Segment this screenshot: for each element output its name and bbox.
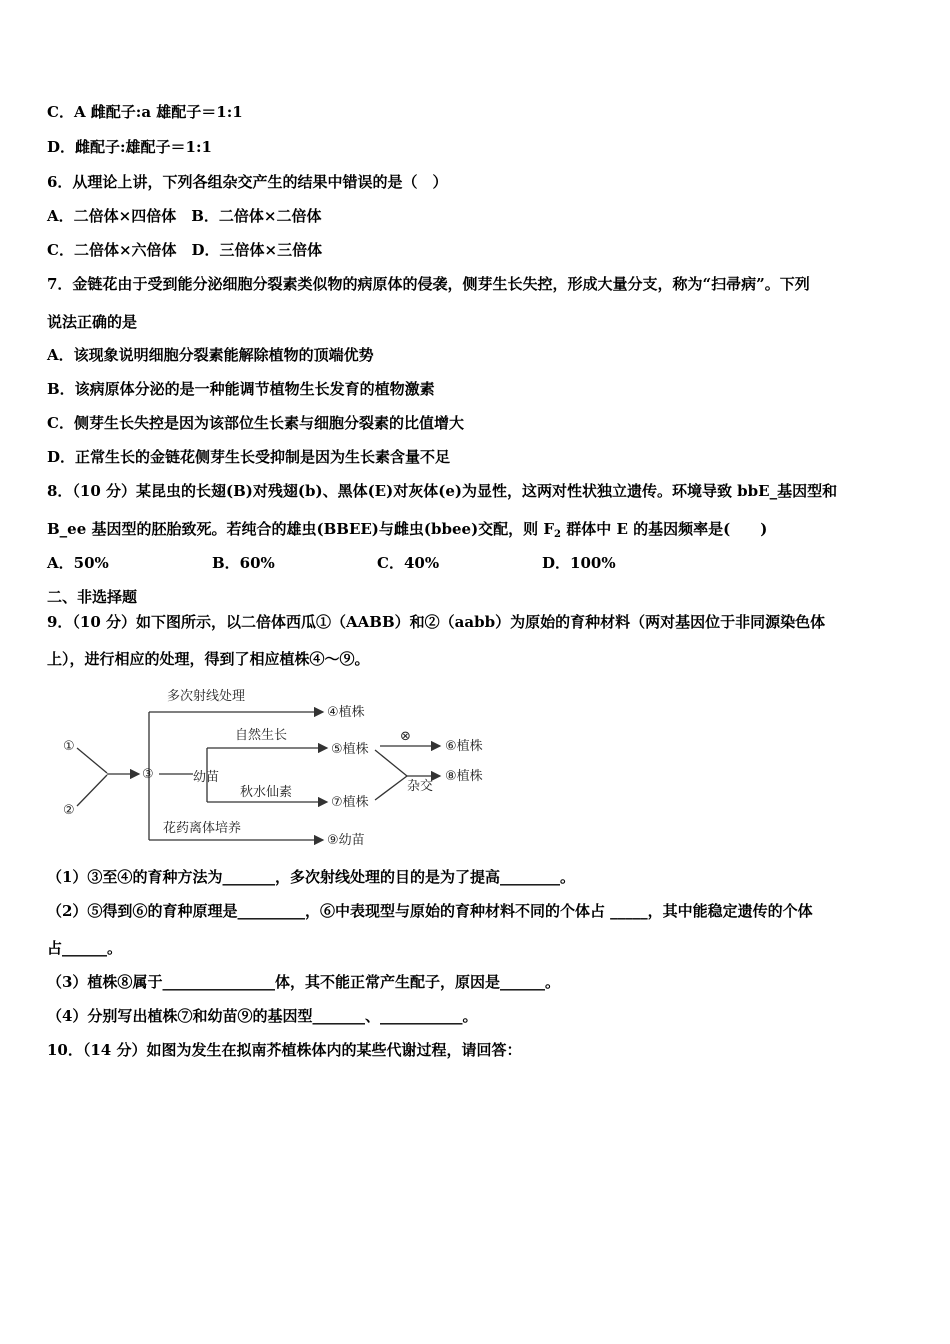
plant-7: ⑦植株	[331, 795, 369, 810]
node-2: ②	[63, 803, 75, 818]
question-10: 10．（14 分）如图为发生在拟南芥植株体内的某些代谢过程，请回答：	[47, 1041, 522, 1059]
plant-8: ⑧植株	[445, 769, 483, 784]
label-cross: 杂交	[407, 779, 434, 794]
option-c: C．A 雌配子:a 雄配子＝1:1	[47, 103, 243, 121]
q9-part-2-line2: 占______。	[47, 939, 123, 957]
q8-option-b: B．60%	[212, 554, 275, 572]
q9-part-3: （3）植株⑧属于_______________体，其不能正常产生配子，原因是______。	[47, 973, 560, 991]
option-d: D．雌配子:雄配子＝1:1	[47, 138, 212, 156]
q7-option-c: C．侧芽生长失控是因为该部位生长素与细胞分裂素的比值增大	[47, 414, 464, 432]
q6-options-cd: C．二倍体×六倍体 D．三倍体×三倍体	[47, 241, 323, 259]
plant-6: ⑥植株	[445, 739, 483, 754]
question-6: 6．从理论上讲，下列各组杂交产生的结果中错误的是（ ）	[47, 173, 448, 191]
cross-line-5	[375, 750, 407, 776]
label-anther-culture: 花药离体培养	[163, 821, 242, 836]
line-2-to-merge	[77, 775, 107, 806]
q8-option-a: A．50%	[47, 554, 109, 572]
label-colchicine: 秋水仙素	[240, 785, 293, 800]
q6-options-ab: A．二倍体×四倍体 B．二倍体×二倍体	[47, 207, 322, 225]
plant-4: ④植株	[327, 705, 365, 720]
q9-part-2-line1: （2）⑤得到⑥的育种原理是_________，⑥中表现型与原始的育种材料不同的个体占 _____，其中能稳定遗传的个体	[47, 902, 813, 920]
q9-part-4: （4）分别写出植株⑦和幼苗⑨的基因型_______、___________。	[47, 1007, 478, 1025]
plant-5: ⑤植株	[331, 742, 369, 757]
q8-subscript: 2	[554, 529, 562, 540]
label-multi-ray: 多次射线处理	[167, 689, 246, 704]
q7-option-d: D．正常生长的金链花侧芽生长受抑制是因为生长素含量不足	[47, 448, 451, 466]
breeding-diagram	[55, 682, 515, 852]
question-9-line1: 9．（10 分）如下图所示，以二倍体西瓜①（AABB）和②（aabb）为原始的育种材料（两对基因位于非同源染色体	[47, 613, 826, 631]
q8-option-c: C．40%	[377, 554, 440, 572]
seedling-9: ⑨幼苗	[327, 833, 365, 848]
q8-text-pre: B_ee 基因型的胚胎致死。若纯合的雄虫(BBEE)与雌虫(bbee)交配，则 F	[47, 520, 555, 538]
node-1: ①	[63, 739, 75, 754]
cross-line-7	[375, 776, 407, 800]
section-heading-nonchoice: 二、非选择题	[47, 588, 138, 606]
q9-part-1: （1）③至④的育种方法为_______，多次射线处理的目的是为了提高________。	[47, 868, 575, 886]
q8-option-d: D．100%	[542, 554, 616, 572]
q7-option-a: A．该现象说明细胞分裂素能解除植物的顶端优势	[47, 346, 374, 364]
question-8-line2	[47, 519, 767, 545]
question-7-line1: 7．金链花由于受到能分泌细胞分裂素类似物的病原体的侵袭，侧芽生长失控，形成大量分支，称为“扫帚病”。下列	[47, 275, 810, 293]
question-8-line1: 8．（10 分）某昆虫的长翅(B)对残翅(b)、黑体(E)对灰体(e)为显性，这两对性状独立遗传。环境导致 bbE_基因型和	[47, 482, 838, 500]
q8-text-post: 群体中 E 的基因频率是( )	[561, 520, 768, 538]
question-7-line2: 说法正确的是	[47, 313, 138, 331]
question-9-line2: 上），进行相应的处理，得到了相应植株④～⑨。	[47, 650, 370, 668]
q7-option-b: B．该病原体分泌的是一种能调节植物生长发育的植物激素	[47, 380, 435, 398]
label-seedling: 幼苗	[193, 770, 220, 785]
line-1-to-merge	[77, 748, 107, 773]
node-3: ③	[142, 767, 154, 782]
label-natural-growth: 自然生长	[235, 728, 288, 743]
selfing-symbol: ⊗	[400, 729, 411, 744]
